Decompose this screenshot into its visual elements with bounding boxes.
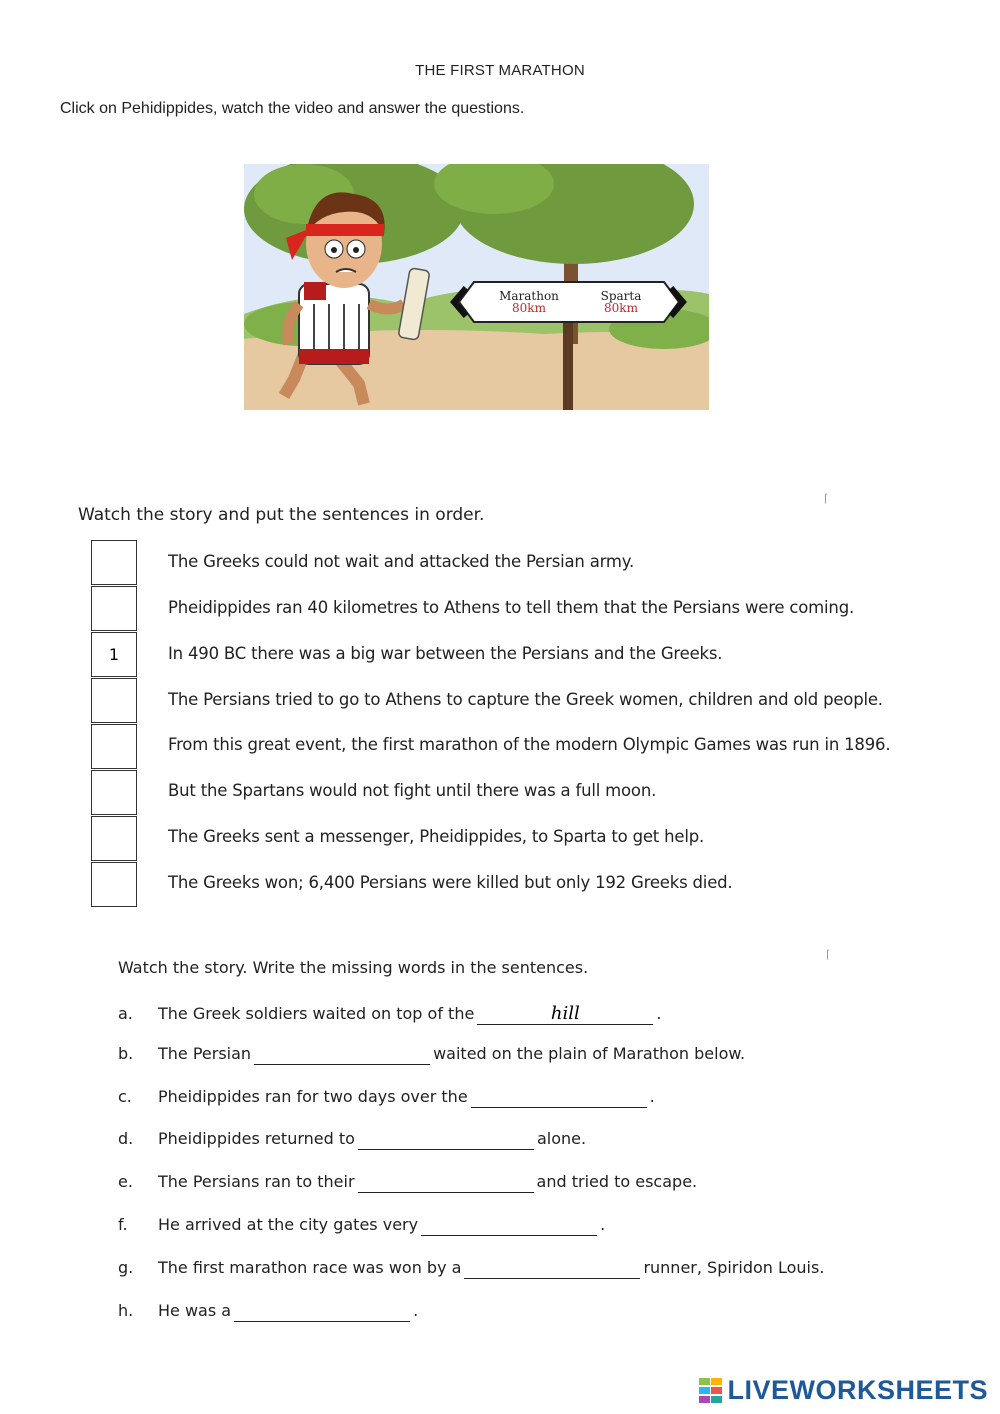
- gap-text-before: The Persian: [158, 1043, 252, 1063]
- order-sentence: In 490 BC there was a big war between the Persians and the Greeks.: [168, 644, 723, 663]
- gap-row: [118, 1170, 697, 1193]
- order-sentence: The Greeks won; 6,400 Persians were killed but only 192 Greeks died.: [168, 873, 733, 892]
- gap-text-before: The first marathon race was won by a: [158, 1257, 462, 1277]
- gap-letter: e.: [118, 1171, 133, 1191]
- gap-answer-input[interactable]: [421, 1213, 597, 1236]
- order-box[interactable]: [91, 724, 137, 769]
- gap-letter: h.: [118, 1300, 134, 1320]
- gap-text-after: runner, Spiridon Louis.: [643, 1257, 825, 1277]
- gap-text-before: The Persians ran to their: [158, 1171, 355, 1191]
- gap-text-after: .: [600, 1214, 606, 1234]
- liveworksheets-brand: [699, 1375, 988, 1406]
- gap-fill-heading: Watch the story. Write the missing words in the sentences.: [118, 958, 589, 977]
- order-box[interactable]: [91, 586, 137, 631]
- decorative-mark: ⌈: [824, 493, 829, 505]
- order-sentence: The Greeks sent a messenger, Pheidippides, to Sparta to get help.: [168, 827, 705, 846]
- order-sentence: The Persians tried to go to Athens to capture the Greek women, children and old people.: [168, 690, 883, 709]
- instruction-text: Click on Pehidippides, watch the video and answer the questions.: [60, 100, 525, 117]
- order-heading: Watch the story and put the sentences in order.: [78, 505, 485, 525]
- gap-row: [118, 1127, 586, 1150]
- gap-letter: f.: [118, 1214, 128, 1234]
- gap-text-before: He was a: [158, 1300, 232, 1320]
- gap-row: [118, 1002, 661, 1025]
- gap-text-after: alone.: [536, 1128, 587, 1148]
- order-box[interactable]: [91, 540, 137, 585]
- gap-text-before: The Greek soldiers waited on top of the: [158, 1003, 475, 1023]
- decorative-mark: ⌈: [826, 949, 831, 961]
- gap-letter: g.: [118, 1257, 134, 1277]
- gap-letter: d.: [118, 1128, 134, 1148]
- gap-row: [118, 1085, 655, 1108]
- gap-text-after: and tried to escape.: [536, 1171, 698, 1191]
- sign-right-distance: 80km: [604, 301, 638, 315]
- video-thumbnail[interactable]: [244, 164, 709, 410]
- gap-text-after: .: [656, 1003, 662, 1023]
- page-title: THE FIRST MARATHON: [415, 62, 585, 79]
- gap-letter: c.: [118, 1086, 132, 1106]
- gap-answer-input[interactable]: [477, 1002, 653, 1025]
- order-box[interactable]: [91, 816, 137, 861]
- sign-right-name: Sparta: [600, 289, 642, 303]
- gap-answer-input[interactable]: [358, 1127, 534, 1150]
- brand-text: LIVEWORKSHEETS: [727, 1375, 988, 1405]
- gap-letter: b.: [118, 1043, 134, 1063]
- order-sentence: But the Spartans would not fight until there was a full moon.: [168, 781, 657, 800]
- order-sentence: From this great event, the first marathon of the modern Olympic Games was run in 1896.: [168, 735, 891, 754]
- gap-row: [118, 1042, 745, 1065]
- order-sentence: The Greeks could not wait and attacked the Persian army.: [168, 552, 635, 571]
- order-sentence: Pheidippides ran 40 kilometres to Athens to tell them that the Persians were coming.: [168, 598, 855, 617]
- gap-text-after: .: [649, 1086, 655, 1106]
- gap-answer-input[interactable]: [471, 1085, 647, 1108]
- sign-left-distance: 80km: [512, 301, 546, 315]
- gap-answer-input[interactable]: [254, 1042, 430, 1065]
- gap-text-before: Pheidippides ran for two days over the: [158, 1086, 468, 1106]
- gap-text-before: Pheidippides returned to: [158, 1128, 355, 1148]
- gap-answer-input[interactable]: [234, 1299, 410, 1322]
- gap-text-before: He arrived at the city gates very: [158, 1214, 419, 1234]
- gap-answer-input[interactable]: [358, 1170, 534, 1193]
- gap-text-after: .: [413, 1300, 419, 1320]
- gap-letter: a.: [118, 1003, 133, 1023]
- order-box[interactable]: [91, 678, 137, 723]
- gap-row: [118, 1299, 418, 1322]
- order-box[interactable]: [91, 632, 137, 677]
- order-box[interactable]: [91, 770, 137, 815]
- liveworksheets-logo-icon: [699, 1378, 723, 1404]
- gap-answer-input[interactable]: [464, 1256, 640, 1279]
- sign-left-name: Marathon: [499, 289, 559, 303]
- gap-row: [118, 1213, 605, 1236]
- gap-text-after: waited on the plain of Marathon below.: [433, 1043, 746, 1063]
- order-box[interactable]: [91, 862, 137, 907]
- gap-row: [118, 1256, 824, 1279]
